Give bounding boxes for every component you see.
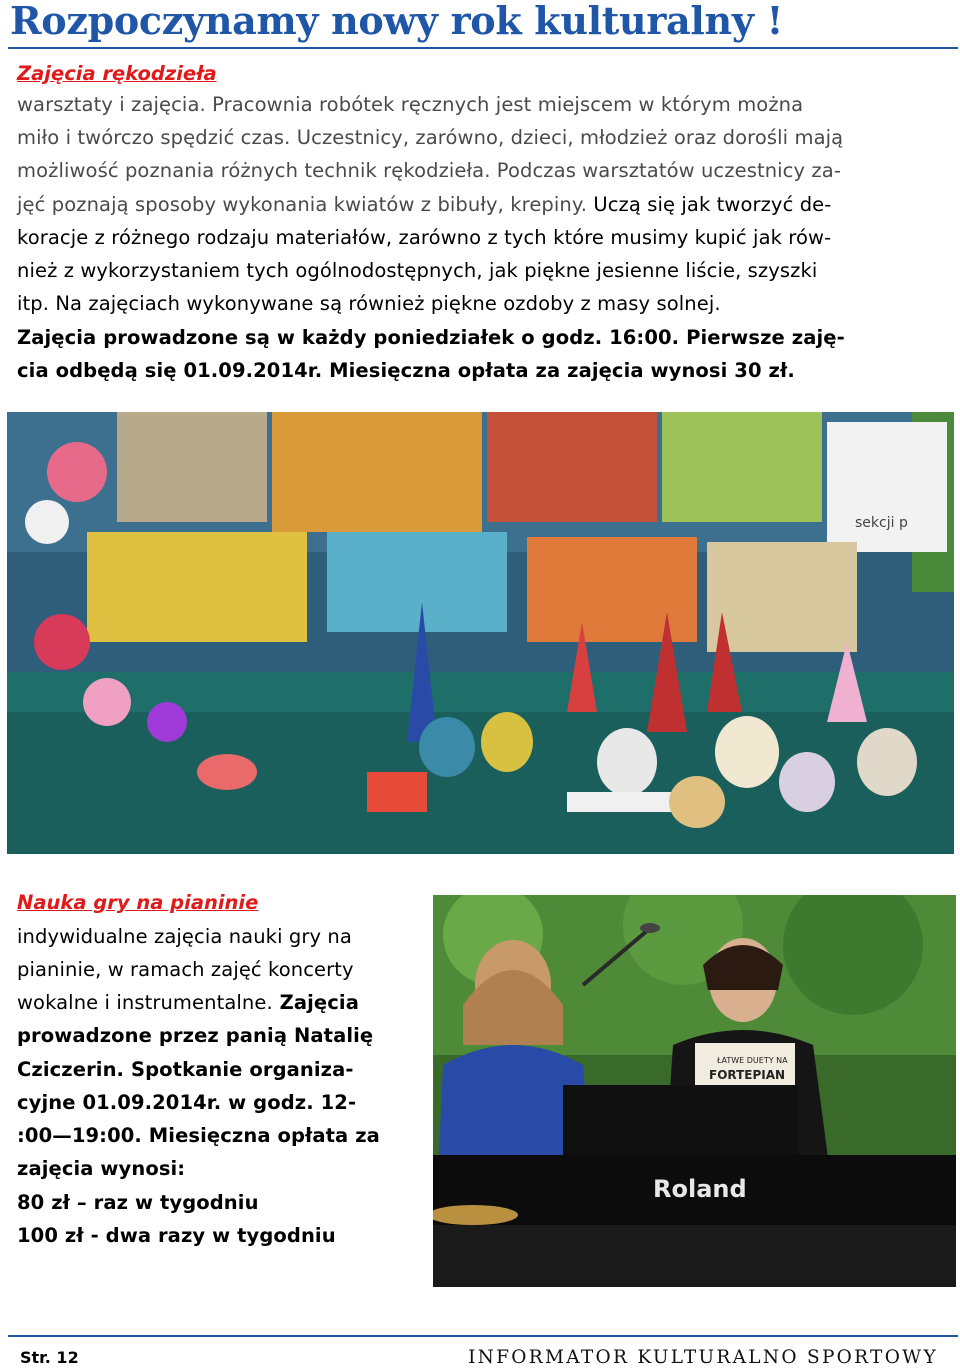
body-line-text: Zajęcia bbox=[272, 991, 359, 1014]
footer-divider bbox=[8, 1335, 958, 1337]
piano-brand: Roland bbox=[653, 1175, 747, 1203]
price-line: 80 zł – raz w tygodniu bbox=[17, 1191, 259, 1214]
section-heading-piano[interactable]: Nauka gry na pianinie bbox=[17, 891, 259, 914]
body-line-text: Uczą się jak tworzyć de- bbox=[587, 193, 832, 216]
body-line: Cziczerin. Spotkanie organiza- bbox=[17, 1058, 354, 1081]
price-line: 100 zł - dwa razy w tygodniu bbox=[17, 1224, 336, 1247]
body-line-text: wokalne i instrumentalne. bbox=[17, 991, 273, 1014]
publication-title: INFORMATOR KULTURALNO SPORTOWY bbox=[468, 1347, 938, 1368]
piano-concert-photo bbox=[433, 895, 956, 1287]
schedule-line: cia odbędą się 01.09.2014r. Miesięczna opłata za zajęcia wynosi 30 zł. bbox=[17, 359, 795, 382]
body-line-text: jęć poznają sposoby wykonania kwiatów z bibuły, krepiny. bbox=[17, 193, 588, 216]
body-line bbox=[17, 991, 359, 1014]
body-line: miło i twórczo spędzić czas. Uczestnicy, zarówno, dzieci, młodzież oraz dorośli mają bbox=[17, 126, 844, 149]
body-line bbox=[17, 193, 831, 216]
body-line: cyjne 01.09.2014r. w godz. 12- bbox=[17, 1091, 357, 1114]
body-line: zajęcia wynosi: bbox=[17, 1157, 186, 1180]
schedule-line: Zajęcia prowadzone są w każdy poniedziałek o godz. 16:00. Pierwsze zaję- bbox=[17, 326, 845, 349]
body-line: możliwość poznania różnych technik rękodzieła. Podczas warsztatów uczestnicy za- bbox=[17, 159, 841, 182]
banner-text: sekcji p bbox=[855, 515, 908, 531]
body-line: itp. Na zajęciach wykonywane są również piękne ozdoby z masy solnej. bbox=[17, 292, 721, 315]
book-title-line2: FORTEPIAN bbox=[709, 1068, 786, 1082]
page-title: Rozpoczynamy nowy rok kulturalny ! bbox=[10, 0, 783, 43]
title-divider bbox=[8, 47, 958, 49]
handicraft-exhibition-photo bbox=[7, 412, 954, 854]
body-line: koracje z różnego rodzaju materiałów, zarówno z tych które musimy kupić jak rów- bbox=[17, 226, 832, 249]
section-heading-handicraft[interactable]: Zajęcia rękodzieła bbox=[17, 62, 217, 85]
body-line: indywidualne zajęcia nauki gry na bbox=[17, 925, 352, 948]
page-number: Str. 12 bbox=[20, 1348, 79, 1367]
body-line: warsztaty i zajęcia. Pracownia robótek ręcznych jest miejscem w którym można bbox=[17, 93, 804, 116]
book-title-line1: ŁATWE DUETY NA bbox=[717, 1056, 788, 1065]
body-line: pianinie, w ramach zajęć koncerty bbox=[17, 958, 354, 981]
body-line: nież z wykorzystaniem tych ogólnodostępnych, jak piękne jesienne liście, szyszki bbox=[17, 259, 818, 282]
body-line: :00—19:00. Miesięczna opłata za bbox=[17, 1124, 380, 1147]
body-line: prowadzone przez panią Natalię bbox=[17, 1024, 374, 1047]
